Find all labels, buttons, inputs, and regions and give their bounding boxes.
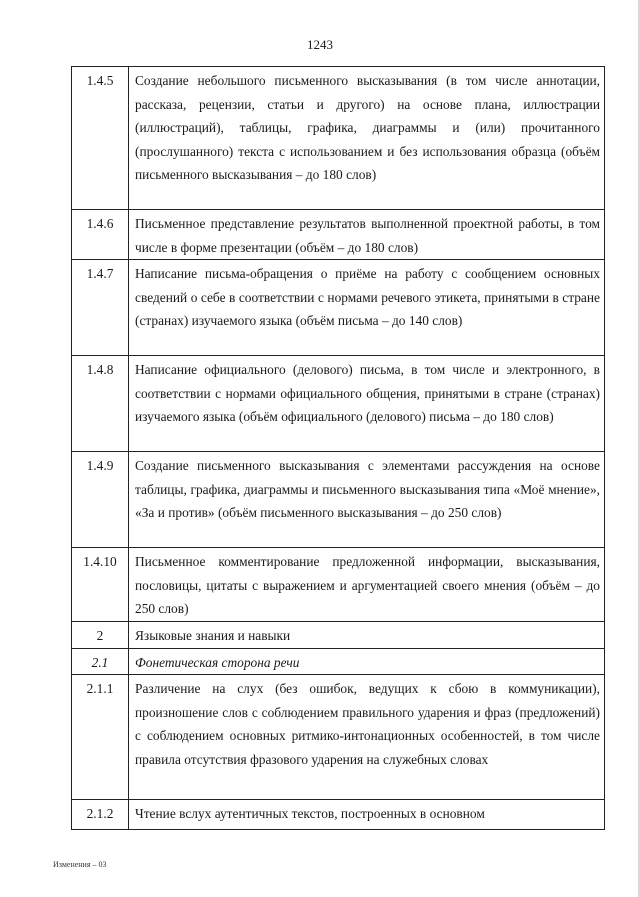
table-row bbox=[72, 675, 605, 800]
row-number: 2.1.2 bbox=[72, 800, 129, 830]
row-number: 1.4.5 bbox=[72, 67, 129, 210]
table-row bbox=[72, 67, 605, 210]
revision-footer: Изменения – 03 bbox=[53, 860, 107, 869]
table-row bbox=[72, 800, 605, 830]
table-row bbox=[72, 452, 605, 548]
row-text: Фонетическая сторона речи bbox=[129, 648, 605, 675]
row-number: 1.4.8 bbox=[72, 356, 129, 452]
table-row bbox=[72, 548, 605, 622]
row-text: Написание официального (делового) письма, в том числе и электронного, в соответствии с нормами официального общения, принятыми в стране (странах) изучаемого языка (объём официального (делового) письма – до 180 слов) bbox=[129, 356, 605, 452]
row-number: 2.1.1 bbox=[72, 675, 129, 800]
row-text: Письменное представление результатов выполненной проектной работы, в том числе в форме презентации (объём – до 180 слов) bbox=[129, 210, 605, 260]
page-number: 1243 bbox=[307, 37, 333, 52]
table-row bbox=[72, 648, 605, 675]
row-number: 1.4.7 bbox=[72, 260, 129, 356]
row-text: Письменное комментирование предложенной информации, высказывания, пословицы, цитаты с выражением и аргументацией своего мнения (объём – до 250 слов) bbox=[129, 548, 605, 622]
table-row bbox=[72, 210, 605, 260]
row-text: Языковые знания и навыки bbox=[129, 621, 605, 648]
row-text: Написание письма-обращения о приёме на работу с сообщением основных сведений о себе в соответствии с нормами речевого этикета, принятыми в стране (странах) изучаемого языка (объём письма – до 140 слов) bbox=[129, 260, 605, 356]
row-number: 2 bbox=[72, 621, 129, 648]
row-number: 1.4.9 bbox=[72, 452, 129, 548]
row-number: 1.4.10 bbox=[72, 548, 129, 622]
row-text: Чтение вслух аутентичных текстов, построенных в основном bbox=[129, 800, 605, 830]
requirements-table bbox=[71, 66, 605, 830]
row-number: 1.4.6 bbox=[72, 210, 129, 260]
table-row bbox=[72, 356, 605, 452]
table-row bbox=[72, 621, 605, 648]
row-text: Различение на слух (без ошибок, ведущих к сбою в коммуникации), произношение слов с соблюдением правильного ударения и фраз (предложений) с соблюдением основных ритмико-интонационных особенностей, в том числе правила отсутствия фразового ударения на служебных словах bbox=[129, 675, 605, 800]
row-text: Создание небольшого письменного высказывания (в том числе аннотации, рассказа, рецензии, статьи и другого) на основе плана, иллюстрации (иллюстраций), таблицы, графика, диаграммы и (или) прочитанного (прослушанного) текста с использованием и без использования образца (объём письменного высказывания – до 180 слов) bbox=[129, 67, 605, 210]
row-text: Создание письменного высказывания с элементами рассуждения на основе таблицы, графика, диаграммы и письменного высказывания типа «Моё мнение», «За и против» (объём письменного высказывания – до 250 слов) bbox=[129, 452, 605, 548]
row-number: 2.1 bbox=[72, 648, 129, 675]
table-row bbox=[72, 260, 605, 356]
